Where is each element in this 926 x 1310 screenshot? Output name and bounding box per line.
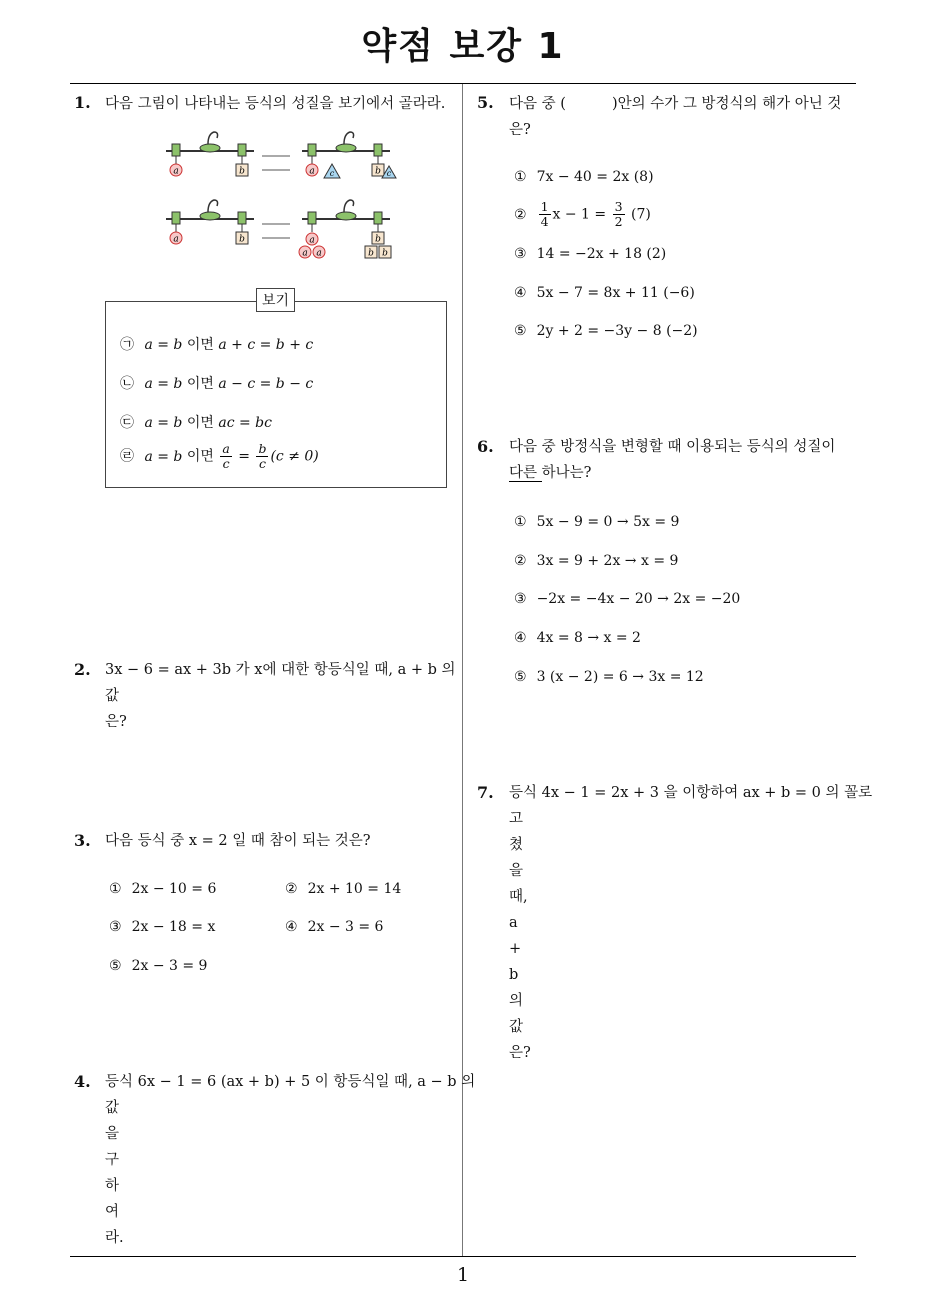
- weight-label-b: b: [375, 166, 381, 177]
- option-expr: 14 = −2x + 18 (2): [536, 246, 667, 262]
- weight-label-a: a: [309, 166, 315, 177]
- underlined-word: 다른: [509, 465, 542, 481]
- option[interactable]: [514, 169, 654, 185]
- option[interactable]: [109, 958, 207, 974]
- option-expr: 4x = 8 → x = 2: [536, 630, 641, 646]
- option-expr: 2x + 10 = 14: [307, 881, 402, 897]
- item-result: a + c = b + c: [218, 337, 314, 353]
- arrow-icon: [262, 156, 290, 170]
- option[interactable]: [514, 591, 740, 607]
- item-condition: a = b: [144, 376, 183, 392]
- question-text: [509, 460, 591, 486]
- option-mark: ④: [514, 630, 527, 646]
- item-result: a − c = b − c: [218, 376, 314, 392]
- weight-label-b: b: [382, 248, 388, 259]
- option-expr: 2x − 3 = 6: [307, 919, 384, 935]
- item-mark: ㉢: [120, 415, 134, 431]
- option-expr: (7): [626, 206, 651, 223]
- hanger-icon: [166, 200, 254, 245]
- item-result: ac = bc: [218, 415, 272, 431]
- frac-den: c: [222, 456, 230, 471]
- page-number: 1: [456, 1264, 470, 1286]
- question-text: 값을 구하여라.: [105, 1100, 124, 1246]
- question-number: 4.: [74, 1072, 91, 1091]
- option[interactable]: [514, 669, 704, 685]
- fraction: [539, 200, 551, 229]
- question-number: 3.: [74, 831, 91, 850]
- item-mark: ㉣: [120, 448, 134, 465]
- question-text: 다음 등식 중 x = 2 일 때 참이 되는 것은?: [105, 833, 371, 849]
- fraction: [220, 442, 231, 471]
- question-number: 5.: [477, 93, 494, 112]
- option-expr: −2x = −4x − 20 → 2x = −20: [536, 591, 741, 607]
- option-expr: 3x = 9 + 2x → x = 9: [536, 553, 679, 569]
- weight-label-a: a: [302, 248, 308, 259]
- frac-num: b: [258, 441, 267, 456]
- item-conj: 이면: [182, 415, 219, 431]
- option-expr: x − 1 =: [552, 206, 611, 223]
- balance-figure: [160, 126, 400, 266]
- question-text: 등식 4x − 1 = 2x + 3 을 이항하여 ax + b = 0 의 꼴로: [509, 785, 873, 801]
- weight-label-b: b: [368, 248, 374, 259]
- option[interactable]: [514, 514, 679, 530]
- hanger-icon: [302, 132, 396, 178]
- option[interactable]: [109, 881, 216, 897]
- item-conj: 이면: [182, 448, 219, 465]
- question-text: 다음 중 방정식을 변형할 때 이용되는 등식의 성질이: [509, 439, 836, 455]
- item-condition: a = b: [144, 415, 183, 431]
- page-title: 약점 보강 1: [361, 26, 565, 67]
- option[interactable]: [285, 919, 383, 935]
- item-mark: ㉠: [120, 337, 134, 353]
- weight-label-a: a: [173, 234, 179, 245]
- weight-label-b: b: [239, 166, 245, 177]
- question-text: 다음 중 ( )안의 수가 그 방정식의 해가 아닌 것: [509, 96, 842, 112]
- option-expr: 5x − 7 = 8x + 11 (−6): [536, 285, 695, 301]
- question-text: 다음 그림이 나타내는 등식의 성질을 보기에서 골라라.: [105, 96, 446, 112]
- item-condition: a = b: [144, 337, 183, 353]
- item-eq: =: [233, 448, 255, 465]
- frac-den: c: [258, 456, 266, 471]
- option-mark: ①: [109, 881, 122, 897]
- question-text: 고쳤을 때, a + b 의 값은?: [509, 811, 531, 1061]
- frac-num: 1: [540, 199, 549, 214]
- fraction: [613, 200, 625, 229]
- frac-den: 4: [540, 214, 549, 229]
- option[interactable]: [514, 323, 698, 339]
- fraction: [256, 442, 268, 471]
- option-mark: ④: [514, 285, 527, 301]
- weight-label-a: a: [316, 248, 322, 259]
- item-conj: 이면: [182, 376, 219, 392]
- option[interactable]: [109, 919, 215, 935]
- bogi-item: [120, 442, 319, 471]
- bogi-item: [120, 373, 313, 393]
- option-mark: ②: [285, 881, 298, 897]
- bottom-rule: [70, 1256, 856, 1257]
- option-mark: ①: [514, 169, 527, 185]
- option[interactable]: [285, 881, 401, 897]
- frac-den: 2: [614, 214, 623, 229]
- option[interactable]: [514, 553, 678, 569]
- option-expr: 2x − 18 = x: [131, 919, 216, 935]
- option-expr: 2y + 2 = −3y − 8 (−2): [536, 323, 698, 339]
- frac-num: a: [222, 441, 230, 456]
- option-mark: ③: [109, 919, 122, 935]
- weight-label-b: b: [375, 234, 381, 245]
- option[interactable]: [514, 285, 695, 301]
- option-mark: ③: [514, 246, 527, 262]
- option[interactable]: [514, 200, 651, 229]
- option-expr: 7x − 40 = 2x (8): [536, 169, 654, 185]
- question-number: 7.: [477, 783, 494, 802]
- item-tail: (c ≠ 0): [270, 448, 319, 465]
- option-mark: ⑤: [514, 323, 527, 339]
- question-text-rest: 하나는?: [541, 465, 592, 481]
- weight-label-a: a: [173, 166, 179, 177]
- option-mark: ④: [285, 919, 298, 935]
- option[interactable]: [514, 630, 641, 646]
- weight-label-c: c: [386, 169, 392, 178]
- option-mark: ⑤: [514, 669, 527, 685]
- option-mark: ①: [514, 514, 527, 530]
- bogi-label: 보기: [256, 288, 295, 312]
- question-text: 은?: [509, 122, 531, 138]
- option-mark: ⑤: [109, 958, 122, 974]
- frac-num: 3: [614, 199, 623, 214]
- bogi-item: [120, 412, 272, 432]
- question-number: 2.: [74, 660, 91, 679]
- option[interactable]: [514, 246, 666, 262]
- item-mark: ㉡: [120, 376, 134, 392]
- option-mark: ③: [514, 591, 527, 607]
- question-text: 3x − 6 = ax + 3b 가 x에 대한 항등식일 때, a + b 의: [105, 662, 456, 678]
- question-number: 6.: [477, 437, 494, 456]
- option-expr: 3 (x − 2) = 6 → 3x = 12: [536, 669, 704, 685]
- weight-label-c: c: [329, 169, 335, 178]
- arrow-icon: [262, 224, 290, 238]
- question-number: 1.: [74, 93, 91, 112]
- option-expr: 2x − 10 = 6: [131, 881, 217, 897]
- option-expr: 2x − 3 = 9: [131, 958, 208, 974]
- item-conj: 이면: [182, 337, 219, 353]
- weight-label-b: b: [239, 234, 245, 245]
- hanger-icon: [299, 200, 391, 259]
- question-text: 값은?: [105, 688, 127, 730]
- weight-label-a: a: [309, 235, 315, 246]
- bogi-item: [120, 334, 313, 354]
- hanger-icon: [166, 132, 254, 177]
- question-text: 등식 6x − 1 = 6 (ax + b) + 5 이 항등식일 때, a − b 의: [105, 1074, 476, 1090]
- top-rule: [70, 83, 856, 84]
- item-condition: a = b: [144, 448, 183, 465]
- option-mark: ②: [514, 206, 527, 223]
- option-expr: 5x − 9 = 0 → 5x = 9: [536, 514, 680, 530]
- option-mark: ②: [514, 553, 527, 569]
